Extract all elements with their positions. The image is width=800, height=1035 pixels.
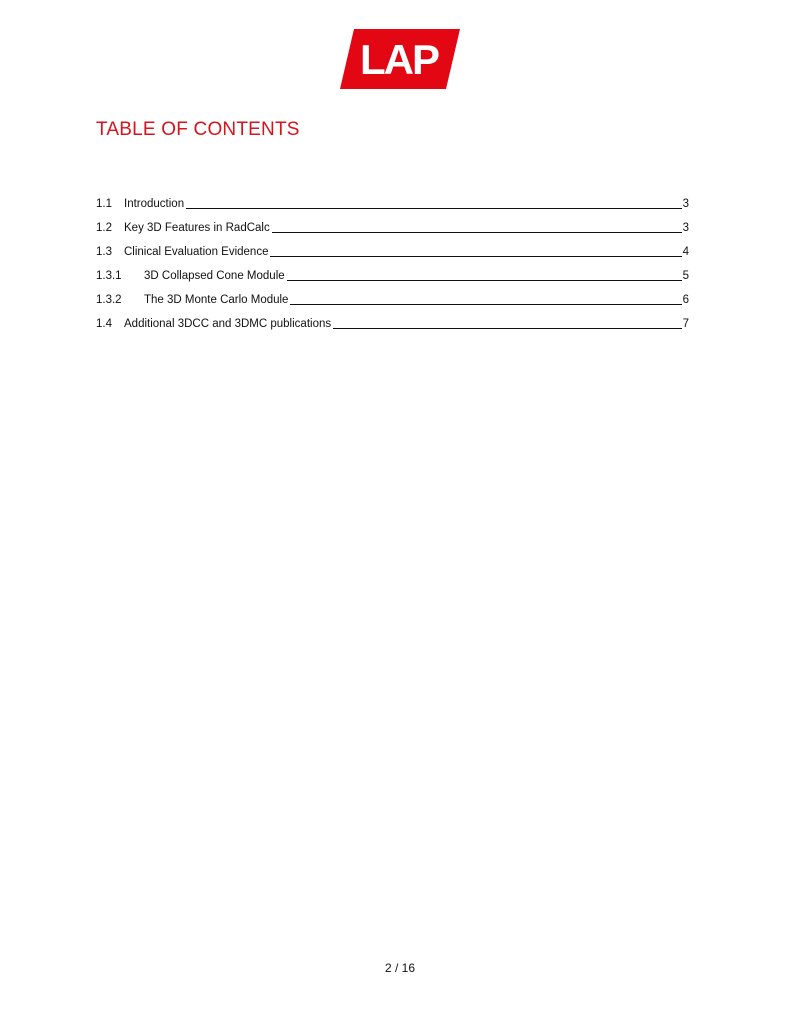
toc-entry-number: 1.3 bbox=[96, 246, 112, 258]
toc-entry-monte-carlo[interactable] bbox=[96, 284, 689, 308]
lap-logo bbox=[340, 29, 460, 89]
toc-entry-key-3d-features[interactable] bbox=[96, 212, 689, 236]
toc-entry-page: 6 bbox=[682, 294, 689, 306]
toc-entry-introduction[interactable] bbox=[96, 188, 689, 212]
toc-leader-line bbox=[186, 207, 681, 209]
toc-entry-label: 3D Collapsed Cone Module bbox=[144, 270, 285, 282]
toc-entry-number: 1.3.2 bbox=[96, 294, 122, 306]
toc-entry-number: 1.3.1 bbox=[96, 270, 122, 282]
toc-leader-line bbox=[290, 303, 681, 305]
toc-entry-page: 7 bbox=[682, 318, 689, 330]
toc-entry-number: 1.1 bbox=[96, 198, 112, 210]
toc-entry-number: 1.2 bbox=[96, 222, 112, 234]
toc-entry-page: 4 bbox=[682, 246, 689, 258]
toc-entry-label: Key 3D Features in RadCalc bbox=[124, 222, 270, 234]
toc-leader-line bbox=[270, 255, 681, 257]
toc-entry-page: 3 bbox=[682, 222, 689, 234]
toc-leader-line bbox=[272, 231, 682, 233]
toc-entry-label: Additional 3DCC and 3DMC publications bbox=[124, 318, 332, 330]
toc-leader-line bbox=[287, 279, 682, 281]
toc-entry-label: Clinical Evaluation Evidence bbox=[124, 246, 269, 258]
toc-entry-collapsed-cone[interactable] bbox=[96, 260, 689, 284]
table-of-contents bbox=[96, 188, 689, 332]
toc-entry-page: 3 bbox=[682, 198, 689, 210]
toc-leader-line bbox=[333, 327, 681, 329]
svg-text:LAP: LAP bbox=[360, 36, 438, 83]
toc-entry-additional-publications[interactable] bbox=[96, 308, 689, 332]
toc-entry-page: 5 bbox=[682, 270, 689, 282]
toc-entry-clinical-evaluation[interactable] bbox=[96, 236, 689, 260]
toc-entry-label: Introduction bbox=[124, 198, 185, 210]
toc-entry-label: The 3D Monte Carlo Module bbox=[144, 294, 289, 306]
page-number-footer: 2 / 16 bbox=[384, 961, 416, 975]
toc-entry-number: 1.4 bbox=[96, 318, 112, 330]
page-title: TABLE OF CONTENTS bbox=[96, 119, 300, 140]
